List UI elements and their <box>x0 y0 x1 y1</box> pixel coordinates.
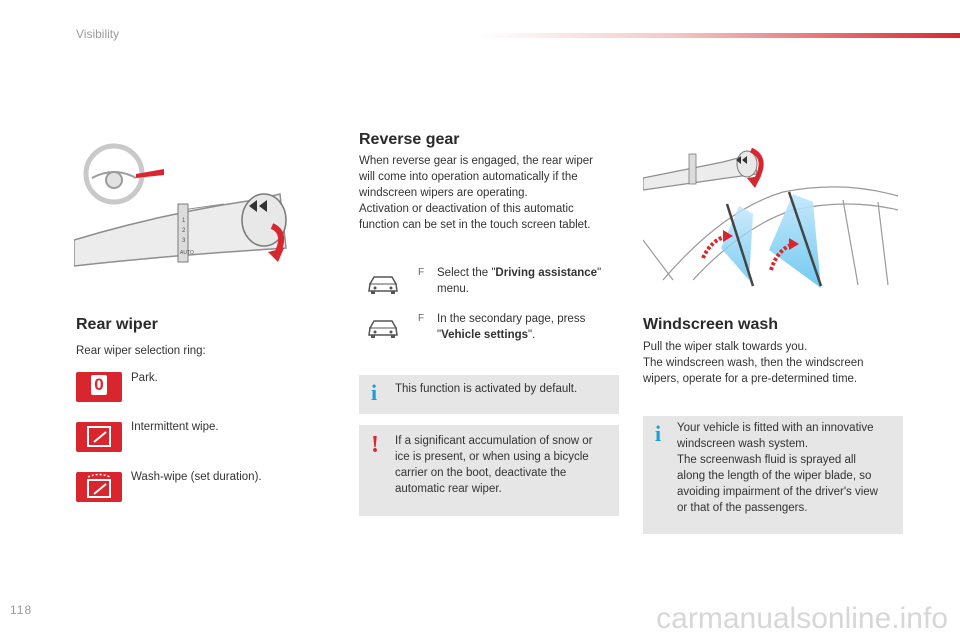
car-settings-icon <box>366 318 400 340</box>
info-icon: i <box>655 421 662 446</box>
note-line: ice is present, or when using a bicycle <box>395 451 589 463</box>
watermark: carmanualsonline.info <box>656 602 948 635</box>
step-text: ". <box>528 329 536 341</box>
info-note-text <box>677 420 878 516</box>
wiper-stalk-small-icon <box>643 150 761 190</box>
bullet-marker: F <box>418 267 425 278</box>
wash-wipe-icon <box>76 472 122 502</box>
body-line: When reverse gear is engaged, the rear wiper <box>359 155 593 167</box>
section-title: Visibility <box>76 27 120 41</box>
warning-callout <box>359 425 619 516</box>
wiper-stalk-icon <box>74 194 286 266</box>
stalk-label: 3 <box>182 238 186 244</box>
step-text: " <box>437 329 442 341</box>
step-text: " <box>597 267 602 279</box>
note-line: along the length of the wiper blade, so <box>677 470 872 482</box>
note-line: Your vehicle is fitted with an innovative <box>677 422 874 434</box>
menu-name: Driving assistance <box>495 267 598 279</box>
stalk-label: 2 <box>182 228 186 234</box>
note-line: avoiding impairment of the driver's view <box>677 486 878 498</box>
header-accent-bar <box>480 33 960 38</box>
car-settings-icon <box>366 274 400 296</box>
info-callout-windscreen <box>643 416 903 534</box>
stalk-label: 1 <box>182 218 186 224</box>
rear-wiper-heading: Rear wiper <box>76 316 158 333</box>
body-line: The windscreen wash, then the windscreen <box>643 357 864 369</box>
rear-wiper-intro: Rear wiper selection ring: <box>76 345 206 357</box>
rear-wiper-stalk-illustration <box>74 138 300 274</box>
rear-wiper-item-label: Wash-wipe (set duration). <box>131 471 262 483</box>
bullet-marker: F <box>418 313 425 324</box>
windscreen-wash-body <box>643 339 864 387</box>
note-line: or that of the passengers. <box>677 502 808 514</box>
page-number: 118 <box>10 603 33 617</box>
info-icon: i <box>371 380 378 405</box>
body-line: will come into operation automatically if the <box>359 171 578 183</box>
warning-icon: ! <box>371 432 379 458</box>
body-line: wipers, operate for a pre-determined time. <box>643 373 858 385</box>
note-line: automatic rear wiper. <box>395 483 502 495</box>
intermittent-wipe-icon <box>76 422 122 452</box>
note-line: windscreen wash system. <box>677 438 809 450</box>
park-zero-icon <box>76 372 122 402</box>
body-line: Pull the wiper stalk towards you. <box>643 341 808 353</box>
reverse-gear-body <box>359 153 593 233</box>
body-line: Activation or deactivation of this automatic <box>359 203 574 215</box>
steering-wheel-icon <box>86 146 142 202</box>
step-text: menu. <box>437 283 469 295</box>
step-vehicle-settings <box>437 311 585 343</box>
warning-note-text <box>395 433 593 497</box>
info-callout-default <box>359 375 619 414</box>
body-line: function can be set in the touch screen tablet. <box>359 219 591 231</box>
note-line: If a significant accumulation of snow or <box>395 435 593 447</box>
rear-wiper-item-label: Park. <box>131 372 158 384</box>
note-line: carrier on the boot, deactivate the <box>395 467 567 479</box>
menu-name: Vehicle settings <box>441 329 529 341</box>
stalk-label: AUTO <box>180 250 194 256</box>
windscreen-wash-heading: Windscreen wash <box>643 316 779 333</box>
step-text: Select the " <box>437 267 496 279</box>
reverse-gear-heading: Reverse gear <box>359 131 460 148</box>
step-select-driving-assistance <box>437 265 601 297</box>
info-note-text: This function is activated by default. <box>395 383 578 395</box>
step-text: In the secondary page, press <box>437 313 586 325</box>
windscreen-wash-illustration <box>643 140 903 290</box>
park-zero-glyph: 0 <box>91 375 107 395</box>
note-line: The screenwash fluid is sprayed all <box>677 454 856 466</box>
windscreen-icon <box>643 187 898 285</box>
body-line: windscreen wipers are operating. <box>359 187 528 199</box>
rear-wiper-item-label: Intermittent wipe. <box>131 421 219 433</box>
